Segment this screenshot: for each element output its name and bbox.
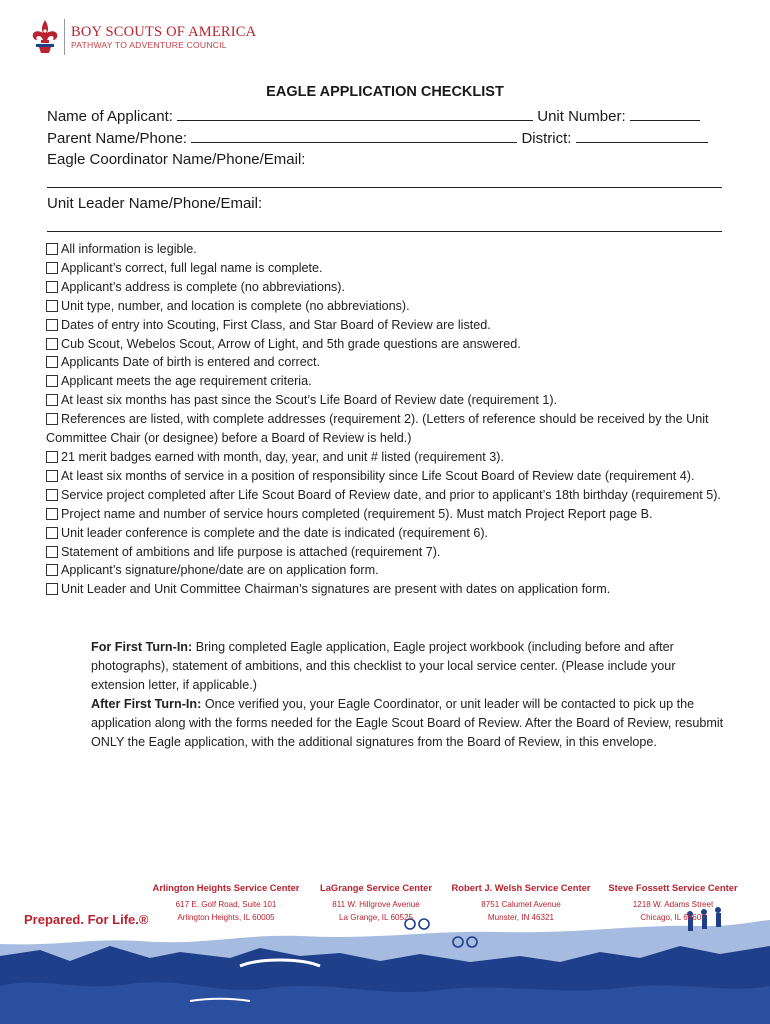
checklist-item-text: 21 merit badges earned with month, day, year, and unit # listed (requirement 3). <box>61 449 504 464</box>
checklist-item <box>46 524 726 543</box>
district-label: District: <box>521 130 572 147</box>
service-center <box>148 882 304 924</box>
checklist-item-text: Project name and number of service hours completed (requirement 5). Must match Project Report page B. <box>61 506 653 521</box>
after-turn-in-text: Once verified you, your Eagle Coordinator, or unit leader will be contacted to pick up the application along with the forms needed for the Eagle Scout Board of Review. After the Board of Review, resubmit ONLY the Eagle application, with the additional signatures from the Board of Review, in this envelope. <box>91 697 724 749</box>
council-name: PATHWAY TO ADVENTURE COUNCIL <box>71 39 227 50</box>
checkbox[interactable] <box>46 470 58 482</box>
checklist-item <box>46 259 726 278</box>
district-field[interactable] <box>576 129 708 143</box>
fleur-de-lis-icon <box>30 18 60 56</box>
checklist-item-text: Dates of entry into Scouting, First Class, and Star Board of Review are listed. <box>61 317 491 332</box>
turn-in-notes <box>91 638 727 752</box>
first-turn-in-text: Bring completed Eagle application, Eagle project workbook (including before and after photographs), statement of ambitions, and this checklist to your local service center. (Please include your extension letter, if applicable.) <box>91 640 676 692</box>
checklist-item <box>46 240 726 259</box>
checkbox[interactable] <box>46 583 58 595</box>
checkbox[interactable] <box>46 375 58 387</box>
service-center <box>446 882 596 924</box>
service-center-name: Arlington Heights Service Center <box>152 882 300 893</box>
checklist-item <box>46 543 726 562</box>
page-title: EAGLE APPLICATION CHECKLIST <box>266 84 504 100</box>
checkbox[interactable] <box>46 527 58 539</box>
parent-field[interactable] <box>191 129 517 143</box>
checklist-item-text: Applicants Date of birth is entered and correct. <box>61 355 321 370</box>
checklist-item-text: Statement of ambitions and life purpose is attached (requirement 7). <box>61 544 441 559</box>
checkbox[interactable] <box>46 338 58 350</box>
checkbox[interactable] <box>46 489 58 501</box>
unit-leader-label: Unit Leader Name/Phone/Email: <box>47 195 263 212</box>
checkbox[interactable] <box>46 356 58 368</box>
checklist-item <box>46 505 726 524</box>
checklist-item <box>46 316 726 335</box>
checkbox[interactable] <box>46 319 58 331</box>
applicant-name-field[interactable] <box>177 107 533 121</box>
service-center <box>603 882 743 924</box>
checkbox[interactable] <box>46 546 58 558</box>
checklist-item-text: Applicant’s correct, full legal name is complete. <box>61 260 323 275</box>
tagline: Prepared. For Life.® <box>24 912 149 927</box>
checklist-item-text: Cub Scout, Webelos Scout, Arrow of Light, and 5th grade questions are answered. <box>61 336 521 351</box>
checkbox[interactable] <box>46 394 58 406</box>
service-center-name: Robert J. Welsh Service Center <box>451 882 591 893</box>
checklist-item-text: References are listed, with complete addresses (requirement 2). (Letters of reference should be received by the Unit Committee Chair (or designee) before a Board of Review is held.) <box>46 412 709 446</box>
checkbox[interactable] <box>46 262 58 274</box>
checkbox[interactable] <box>46 281 58 293</box>
checklist-item <box>46 391 726 410</box>
checkbox[interactable] <box>46 243 58 255</box>
service-center-city: Munster, IN 46321 <box>487 913 555 922</box>
bsa-logo <box>30 18 256 56</box>
checklist-item-text: Applicant’s signature/phone/date are on application form. <box>61 563 379 578</box>
checklist-item <box>46 561 726 580</box>
checkbox[interactable] <box>46 451 58 463</box>
checkbox[interactable] <box>46 564 58 576</box>
service-center <box>314 882 438 924</box>
checklist-item <box>46 448 726 467</box>
unit-leader-field[interactable] <box>47 230 722 232</box>
checklist-item-text: All information is legible. <box>61 242 197 256</box>
checklist-item-text: At least six months of service in a position of responsibility since Life Scout Board of Review date (requirement 4). <box>61 468 695 483</box>
service-center-address: 8751 Calumet Avenue <box>481 900 561 909</box>
service-center-city: Chicago, IL 60607 <box>640 913 706 922</box>
checklist-item <box>46 467 726 486</box>
org-name: BOY SCOUTS OF AMERICA <box>71 23 257 40</box>
service-center-name: LaGrange Service Center <box>319 882 433 893</box>
checklist-item-text: Unit leader conference is complete and the date is indicated (requirement 6). <box>61 525 489 540</box>
checklist-item <box>46 580 726 599</box>
checkbox[interactable] <box>46 508 58 520</box>
unit-number-field[interactable] <box>630 107 700 121</box>
checklist-item <box>46 486 726 505</box>
checkbox[interactable] <box>46 300 58 312</box>
checklist <box>46 240 726 599</box>
after-turn-in-note <box>91 695 727 752</box>
checklist-item-text: Unit Leader and Unit Committee Chairman’s signatures are present with dates on application form. <box>61 582 611 597</box>
service-center-city: Arlington Heights, IL 60005 <box>177 913 275 922</box>
service-center-address: 617 E. Golf Road, Suite 101 <box>175 900 277 909</box>
checklist-item <box>46 410 726 448</box>
service-center-address: 1218 W. Adams Street <box>632 900 714 909</box>
checklist-item-text: Applicant meets the age requirement criteria. <box>61 374 312 389</box>
applicant-label: Name of Applicant: <box>47 108 173 125</box>
checklist-item <box>46 353 726 372</box>
first-turn-in-label: For First Turn-In: <box>91 640 193 654</box>
service-center-name: Steve Fossett Service Center <box>608 882 738 893</box>
checkbox[interactable] <box>46 413 58 425</box>
checklist-item-text: Unit type, number, and location is complete (no abbreviations). <box>61 298 410 313</box>
coordinator-label: Eagle Coordinator Name/Phone/Email: <box>47 151 306 168</box>
service-center-city: La Grange, IL 60525 <box>339 913 413 922</box>
checklist-item-text: Applicant’s address is complete (no abbreviations). <box>61 279 345 294</box>
parent-label: Parent Name/Phone: <box>47 130 188 147</box>
checklist-item <box>46 372 726 391</box>
first-turn-in-note <box>91 638 727 695</box>
applicant-row <box>47 107 700 126</box>
unit-number-label: Unit Number: <box>537 108 626 125</box>
logo-divider <box>64 19 65 55</box>
service-center-address: 811 W. Hillgrove Avenue <box>332 900 420 909</box>
checklist-item-text: At least six months has past since the Scout’s Life Board of Review date (requirement 1). <box>61 393 558 408</box>
checklist-item <box>46 335 726 354</box>
coordinator-field[interactable] <box>47 186 722 188</box>
parent-row <box>47 129 708 148</box>
checklist-item <box>46 297 726 316</box>
checklist-item <box>46 278 726 297</box>
checklist-item-text: Service project completed after Life Scout Board of Review date, and prior to applicant’s 18th birthday (requirement 5). <box>61 487 721 502</box>
after-turn-in-label: After First Turn-In: <box>91 697 202 711</box>
